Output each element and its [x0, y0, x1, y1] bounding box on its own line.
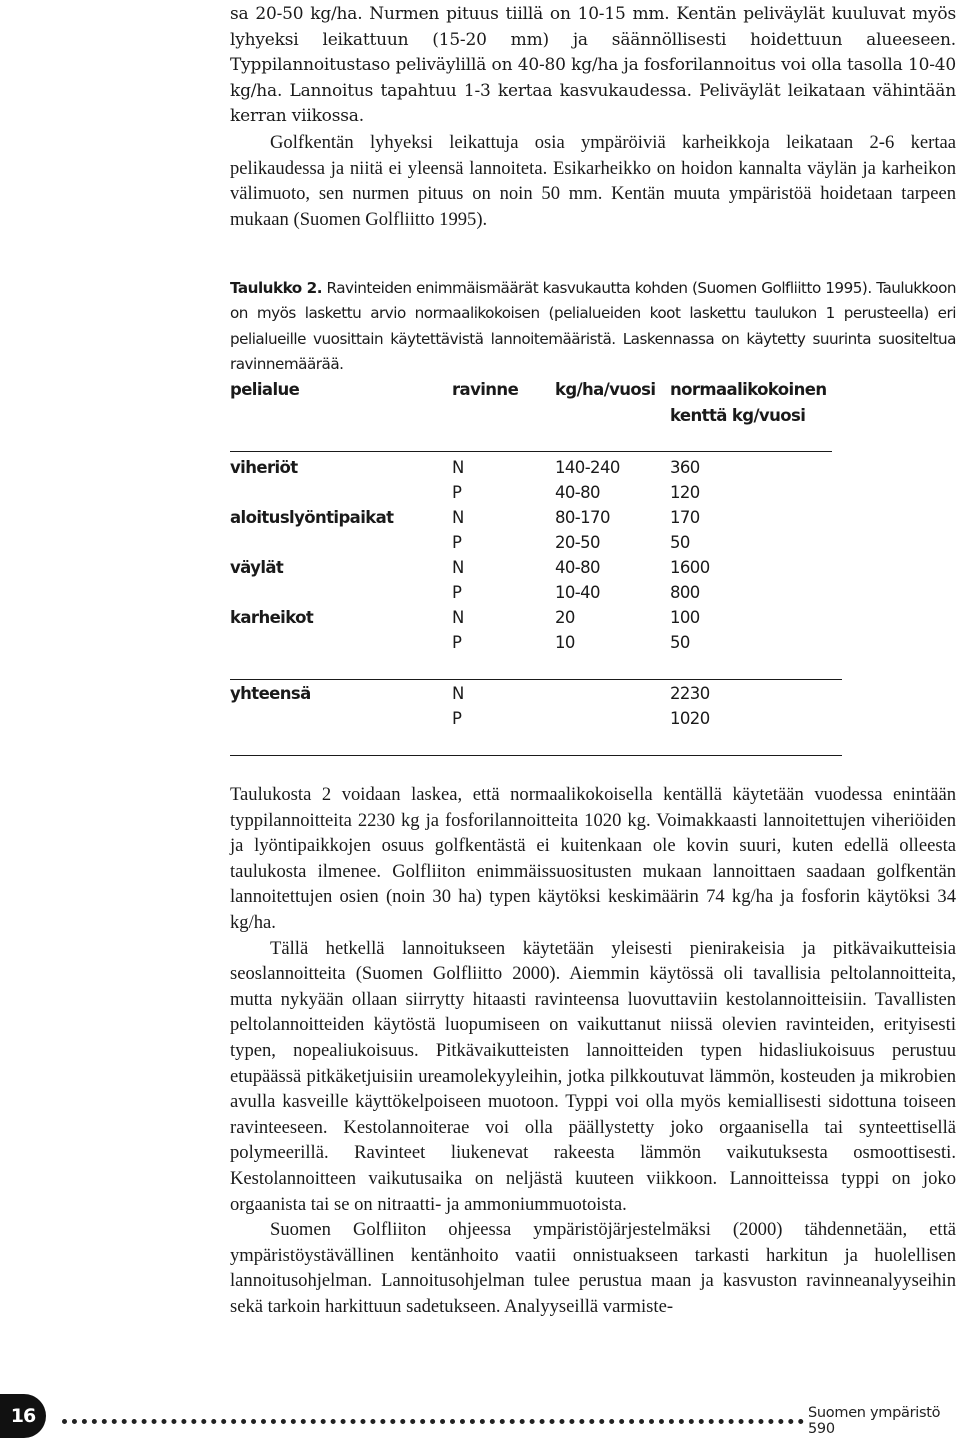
header-kg-ha-vuosi: kg/ha/vuosi: [555, 380, 656, 399]
cell-total: 100: [670, 608, 700, 627]
table-row: [230, 458, 840, 483]
cell-nutrient: P: [452, 583, 462, 602]
cell-area: aloituslyöntipaikat: [230, 508, 394, 527]
cell-area: viheriöt: [230, 458, 298, 477]
cell-rate: 10-40: [555, 583, 600, 602]
table-row: [230, 558, 840, 583]
paragraph: Golfkentän lyhyeksi leikattuja osia ympäröiviä karheikkoja leikataan 2-6 kertaa pelikaudessa ja niitä ei yleensä lannoiteta. Esikarheikko on hoidon kannalta väylän ja karheikon välimuoto, sen nurmen pituus on noin 50 mm. Kentän muuta ympäristöä hoidetaan tarpeen mukaan (Suomen Golfliitto 1995).: [230, 131, 956, 230]
table-rule-top: [230, 451, 832, 452]
paragraph: Taulukosta 2 voidaan laskea, että normaalikokoisella kentällä käytetään vuodessa enintään typpilannoitteita 2230 kg ja fosforilannoitteita 1020 kg. Voimakkaasti lannoitettujen viheriöiden ja lyöntipaikkojen osuus golfkentästä ei kuitenkaan ole kovin suuri, kuten edellä olleesta taulukosta ilmenee. Golfliiton enimmäissuositusten mukaan lannoittaen saadaan golfkentän lannoitettujen osien (noin 30 ha) typen käytöksi keskimäärin 74 kg/ha ja fosforin käytöksi 34 kg/ha.: [230, 784, 956, 933]
table-row: [230, 533, 840, 558]
cell-nutrient: N: [452, 558, 464, 577]
cell-total: 2230: [670, 684, 710, 703]
cell-rate: 10: [555, 633, 575, 652]
top-text-block: [230, 2, 956, 232]
table-row: [230, 583, 840, 608]
dotted-leader: [62, 1419, 804, 1424]
cell-rate: 20: [555, 608, 575, 627]
page-footer: [0, 1392, 960, 1439]
table-total-row: [230, 684, 840, 709]
cell-rate: 140-240: [555, 458, 620, 477]
cell-nutrient: P: [452, 633, 462, 652]
header-normaalikokoinen: normaalikokoinen: [670, 380, 827, 399]
table-row: [230, 508, 840, 533]
table-caption: [230, 276, 956, 377]
table-row: [230, 633, 840, 658]
cell-total: 1600: [670, 558, 710, 577]
cell-nutrient: P: [452, 533, 462, 552]
header-ravinne: ravinne: [452, 380, 519, 399]
cell-nutrient: N: [452, 508, 464, 527]
page-number-badge: 16: [0, 1394, 46, 1438]
cell-nutrient: N: [452, 684, 464, 703]
header-kentta-kg-vuosi: kenttä kg/vuosi: [670, 406, 806, 425]
cell-nutrient: N: [452, 608, 464, 627]
cell-total: 50: [670, 633, 690, 652]
cell-total: 170: [670, 508, 700, 527]
nutrient-table: [230, 372, 840, 728]
cell-area: yhteensä: [230, 684, 311, 703]
cell-total: 800: [670, 583, 700, 602]
paragraph: Suomen Golfliiton ohjeessa ympäristöjärjestelmäksi (2000) tähdennetään, että ympäristöystävällinen kentänhoito vaatii onnistuakseen tarkasti harkitun ja huolellisen lannoitusohjelman. Lannoitusohjelman tulee perustua maan ja kasvuston ravinneanalyyseihin sekä tarkoin harkittuun sadetukseen. Analyyseillä varmiste-: [230, 1219, 956, 1317]
cell-total: 120: [670, 483, 700, 502]
table-header: [230, 372, 840, 426]
table-row: [230, 483, 840, 508]
paragraph: Tällä hetkellä lannoitukseen käytetään yleisesti pienirakeisia ja pitkävaikutteisia seoslannoitteita (Suomen Golfliitto 2000). Aiemmin käytössä oli tavallisia peltolannoitteita, mutta nykyään ollaan siirrytty hitaasti ravinteensa luovuttaviin kestolannoitteisiin. Tavallisten peltolannoitteiden käytöstä luopumiseen on vaikuttanut niissä olevien ravinteiden, erityisesti typen, nopealiukoisuus. Pitkävaikutteisten lannoitteiden typen hidasliukoisuus perustuu etupäässä pitkäketjuisiin ureamolekyyleihin, jotka pilkkoutuvat lämmön, kosteuden ja mikrobien avulla kasveille käyttökelpoiseen muotoon. Typpi voi olla myös kemiallisesti sidottuna toiseen ravinteeseen. Kestolannoiterae voi olla päällystetty joko orgaanisella tai synteettisellä polymeerillä. Ravinteet liukenevat rakeesta lämmön vaikutuksesta osmoottisesti. Kestolannoitteen vaikutusaika on neljästä kuuteen viikkoon. Lannoitteissa typpi on joko orgaanista tai se on nitraatti- ja ammoniummuotoista.: [230, 937, 956, 1215]
cell-rate: 40-80: [555, 558, 600, 577]
header-pelialue: pelialue: [230, 380, 300, 399]
cell-rate: 40-80: [555, 483, 600, 502]
cell-total: 50: [670, 533, 690, 552]
cell-area: väylät: [230, 558, 284, 577]
table-rule-totals: [230, 679, 842, 680]
cell-rate: 80-170: [555, 508, 610, 527]
cell-area: karheikot: [230, 608, 314, 627]
cell-nutrient: P: [452, 483, 462, 502]
cell-nutrient: P: [452, 709, 462, 728]
bottom-text-block: [230, 782, 956, 1319]
table-caption-title: Ravinteiden enimmäismäärät kasvukautta kohden (Suomen Golfliitto 1995).: [322, 279, 872, 297]
table-row: [230, 608, 840, 633]
cell-total: 1020: [670, 709, 710, 728]
table-caption-text: Taulukkoon on myös laskettu arvio normaalikokoisen (pelialueiden koot laskettu taulukon 1 perusteella) eri pelialueille vuosittain käytettävistä lannoitemääristä. Laskennassa on käytetty suurinta suositeltua ravinnemäärää.: [230, 279, 956, 373]
cell-rate: 20-50: [555, 533, 600, 552]
table-rule-bottom: [230, 755, 842, 756]
table-caption-label: Taulukko 2.: [230, 279, 323, 297]
cell-total: 360: [670, 458, 700, 477]
table-total-row: [230, 709, 840, 734]
footer-series-label: Suomen ympäristö 590: [808, 1405, 941, 1437]
paragraph: sa 20-50 kg/ha. Nurmen pituus tiillä on 10-15 mm. Kentän peliväylät kuuluvat myös lyhyeksi leikattuun (15-20 mm) ja säännöllisesti hoidettuun alueeseen. Typpilannoitustaso peliväylillä on 40-80 kg/ha ja fosforilannoitus voi olla tasolla 10-40 kg/ha. Lannoitus tapahtuu 1-3 kertaa kasvukaudessa. Peliväylät leikataan vähintään kerran viikossa.: [230, 4, 956, 127]
cell-nutrient: N: [452, 458, 464, 477]
